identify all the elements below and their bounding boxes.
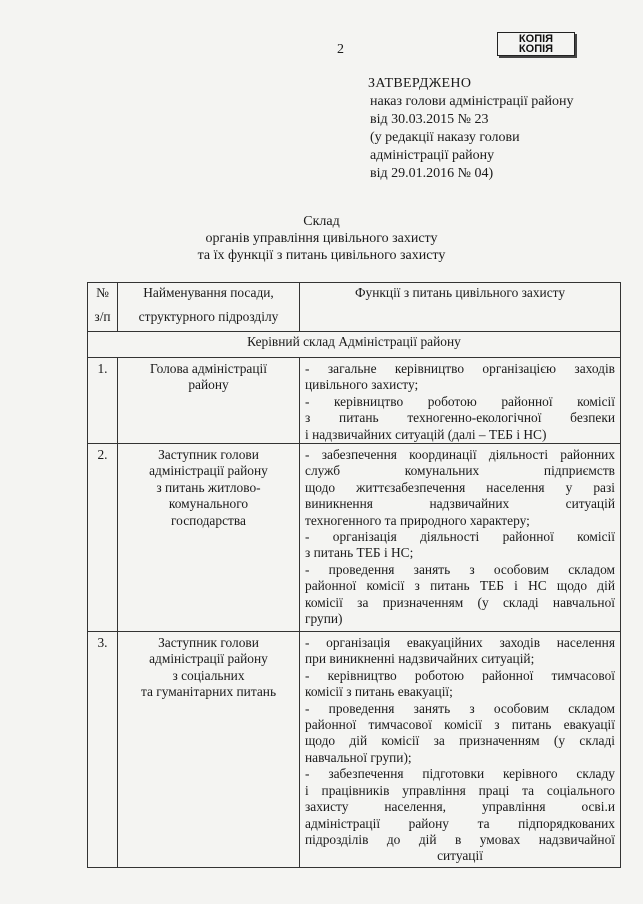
row-functions bbox=[300, 444, 621, 632]
title-line-2: органів управління цивільного захисту bbox=[205, 231, 438, 246]
function-line: щодо життєзабезпечення населення у разі bbox=[305, 479, 615, 495]
position-line: з соціальних bbox=[172, 667, 245, 683]
header-position-line-2: структурного підрозділу bbox=[138, 309, 279, 325]
function-line: при виникненні надзвичайних ситуацій; bbox=[305, 651, 535, 667]
row-number: 3. bbox=[88, 632, 118, 868]
approval-line: наказ голови адміністрації району bbox=[370, 94, 574, 109]
position-line: адміністрації району bbox=[149, 651, 268, 667]
document-title bbox=[0, 213, 643, 264]
function-line: групи) bbox=[305, 611, 343, 627]
function-line: комісії за призначенням (у складі навчальної bbox=[305, 594, 615, 610]
function-line: з питань ТЕБ і НС; bbox=[305, 545, 414, 561]
approval-line: від 29.01.2016 № 04) bbox=[370, 166, 494, 181]
row-functions bbox=[300, 632, 621, 868]
function-line: - проведення занять з особовим складом bbox=[305, 700, 615, 716]
section-title: Керівний склад Адміністрації району bbox=[88, 332, 621, 358]
header-position-line-1: Найменування посади, bbox=[143, 285, 274, 300]
table-header-row bbox=[88, 283, 621, 332]
row-position bbox=[118, 632, 300, 868]
header-number-abbr: з/п bbox=[94, 309, 111, 325]
function-line: - проведення занять з особовим складом bbox=[305, 561, 615, 577]
table-row bbox=[88, 358, 621, 444]
function-line: - організація діяльності районної комісії bbox=[305, 529, 615, 545]
position-line: комунального bbox=[168, 496, 249, 512]
function-line: виникнення надзвичайних ситуацій bbox=[305, 496, 615, 512]
approval-line: від 30.03.2015 № 23 bbox=[370, 112, 489, 127]
function-line: районної тимчасової комісії з питань евакуації bbox=[305, 717, 615, 733]
position-line: адміністрації району bbox=[149, 463, 268, 479]
table-row bbox=[88, 632, 621, 868]
function-line: - керівництво роботою районної комісії bbox=[305, 393, 615, 409]
table-row bbox=[88, 444, 621, 632]
function-line: районної комісії з питань ТЕБ і НС щодо дій bbox=[305, 578, 615, 594]
stamp-line-1: КОПІЯ bbox=[518, 33, 554, 45]
stamp-line-2: КОПІЯ bbox=[518, 43, 554, 55]
header-position bbox=[118, 283, 300, 332]
approval-block bbox=[368, 75, 574, 183]
approval-line: адміністрації району bbox=[370, 148, 495, 163]
position-line: та гуманітарних питань bbox=[140, 684, 277, 700]
function-line: адміністрації району та підпорядкованих bbox=[305, 815, 615, 831]
header-number bbox=[88, 283, 118, 332]
function-line: і надзвичайних ситуацій (далі – ТЕБ і НС) bbox=[305, 426, 547, 442]
position-line: Заступник голови bbox=[158, 447, 259, 463]
function-line: - керівництво роботою районної тимчасової bbox=[305, 667, 615, 683]
approval-heading: ЗАТВЕРДЖЕНО bbox=[368, 76, 472, 91]
copy-stamp bbox=[497, 32, 575, 56]
function-line: - забезпечення підготовки керівного складу bbox=[305, 766, 615, 782]
civil-protection-table bbox=[87, 282, 621, 868]
function-line: - організація евакуаційних заходів населення bbox=[305, 635, 615, 651]
function-line: цивільного захисту; bbox=[305, 377, 419, 393]
position-line: Заступник голови bbox=[158, 635, 259, 651]
page-number: 2 bbox=[337, 42, 344, 57]
function-line: і працівників управління праці та соціального bbox=[305, 782, 615, 798]
row-number: 2. bbox=[88, 444, 118, 632]
position-line: з питань житлово- bbox=[156, 479, 261, 495]
function-line: захисту населення, управління осві.и bbox=[305, 799, 615, 815]
section-row bbox=[88, 332, 621, 358]
function-line: навчальної групи); bbox=[305, 749, 412, 765]
approval-line: (у редакції наказу голови bbox=[370, 130, 520, 145]
function-line: - забезпечення координації діяльності районних bbox=[305, 447, 615, 463]
header-functions: Функції з питань цивільного захисту bbox=[300, 283, 621, 332]
function-line: техногенного та природного характеру; bbox=[305, 512, 530, 528]
function-line: щодо дій комісії за призначенням (у складі bbox=[305, 733, 615, 749]
position-line: господарства bbox=[171, 512, 246, 528]
header-number-symbol: № bbox=[96, 285, 109, 300]
title-line-1: Склад bbox=[303, 214, 340, 229]
function-line: з питань техногенно-екологічної безпеки bbox=[305, 410, 615, 426]
function-line: - загальне керівництво організацією заходів bbox=[305, 361, 615, 376]
row-position bbox=[118, 444, 300, 632]
function-line: ситуації bbox=[437, 848, 483, 864]
row-functions bbox=[300, 358, 621, 444]
function-line: комісії з питань евакуації; bbox=[305, 684, 453, 700]
position-line: Голова адміністрації bbox=[150, 361, 267, 376]
function-line: служб комунальних підприємств bbox=[305, 463, 615, 479]
position-line: району bbox=[188, 377, 229, 393]
title-line-3: та їх функції з питань цивільного захисту bbox=[197, 248, 446, 263]
row-number: 1. bbox=[88, 358, 118, 444]
function-line: підрозділів до дій в умовах надзвичайної bbox=[305, 831, 615, 847]
row-position bbox=[118, 358, 300, 444]
